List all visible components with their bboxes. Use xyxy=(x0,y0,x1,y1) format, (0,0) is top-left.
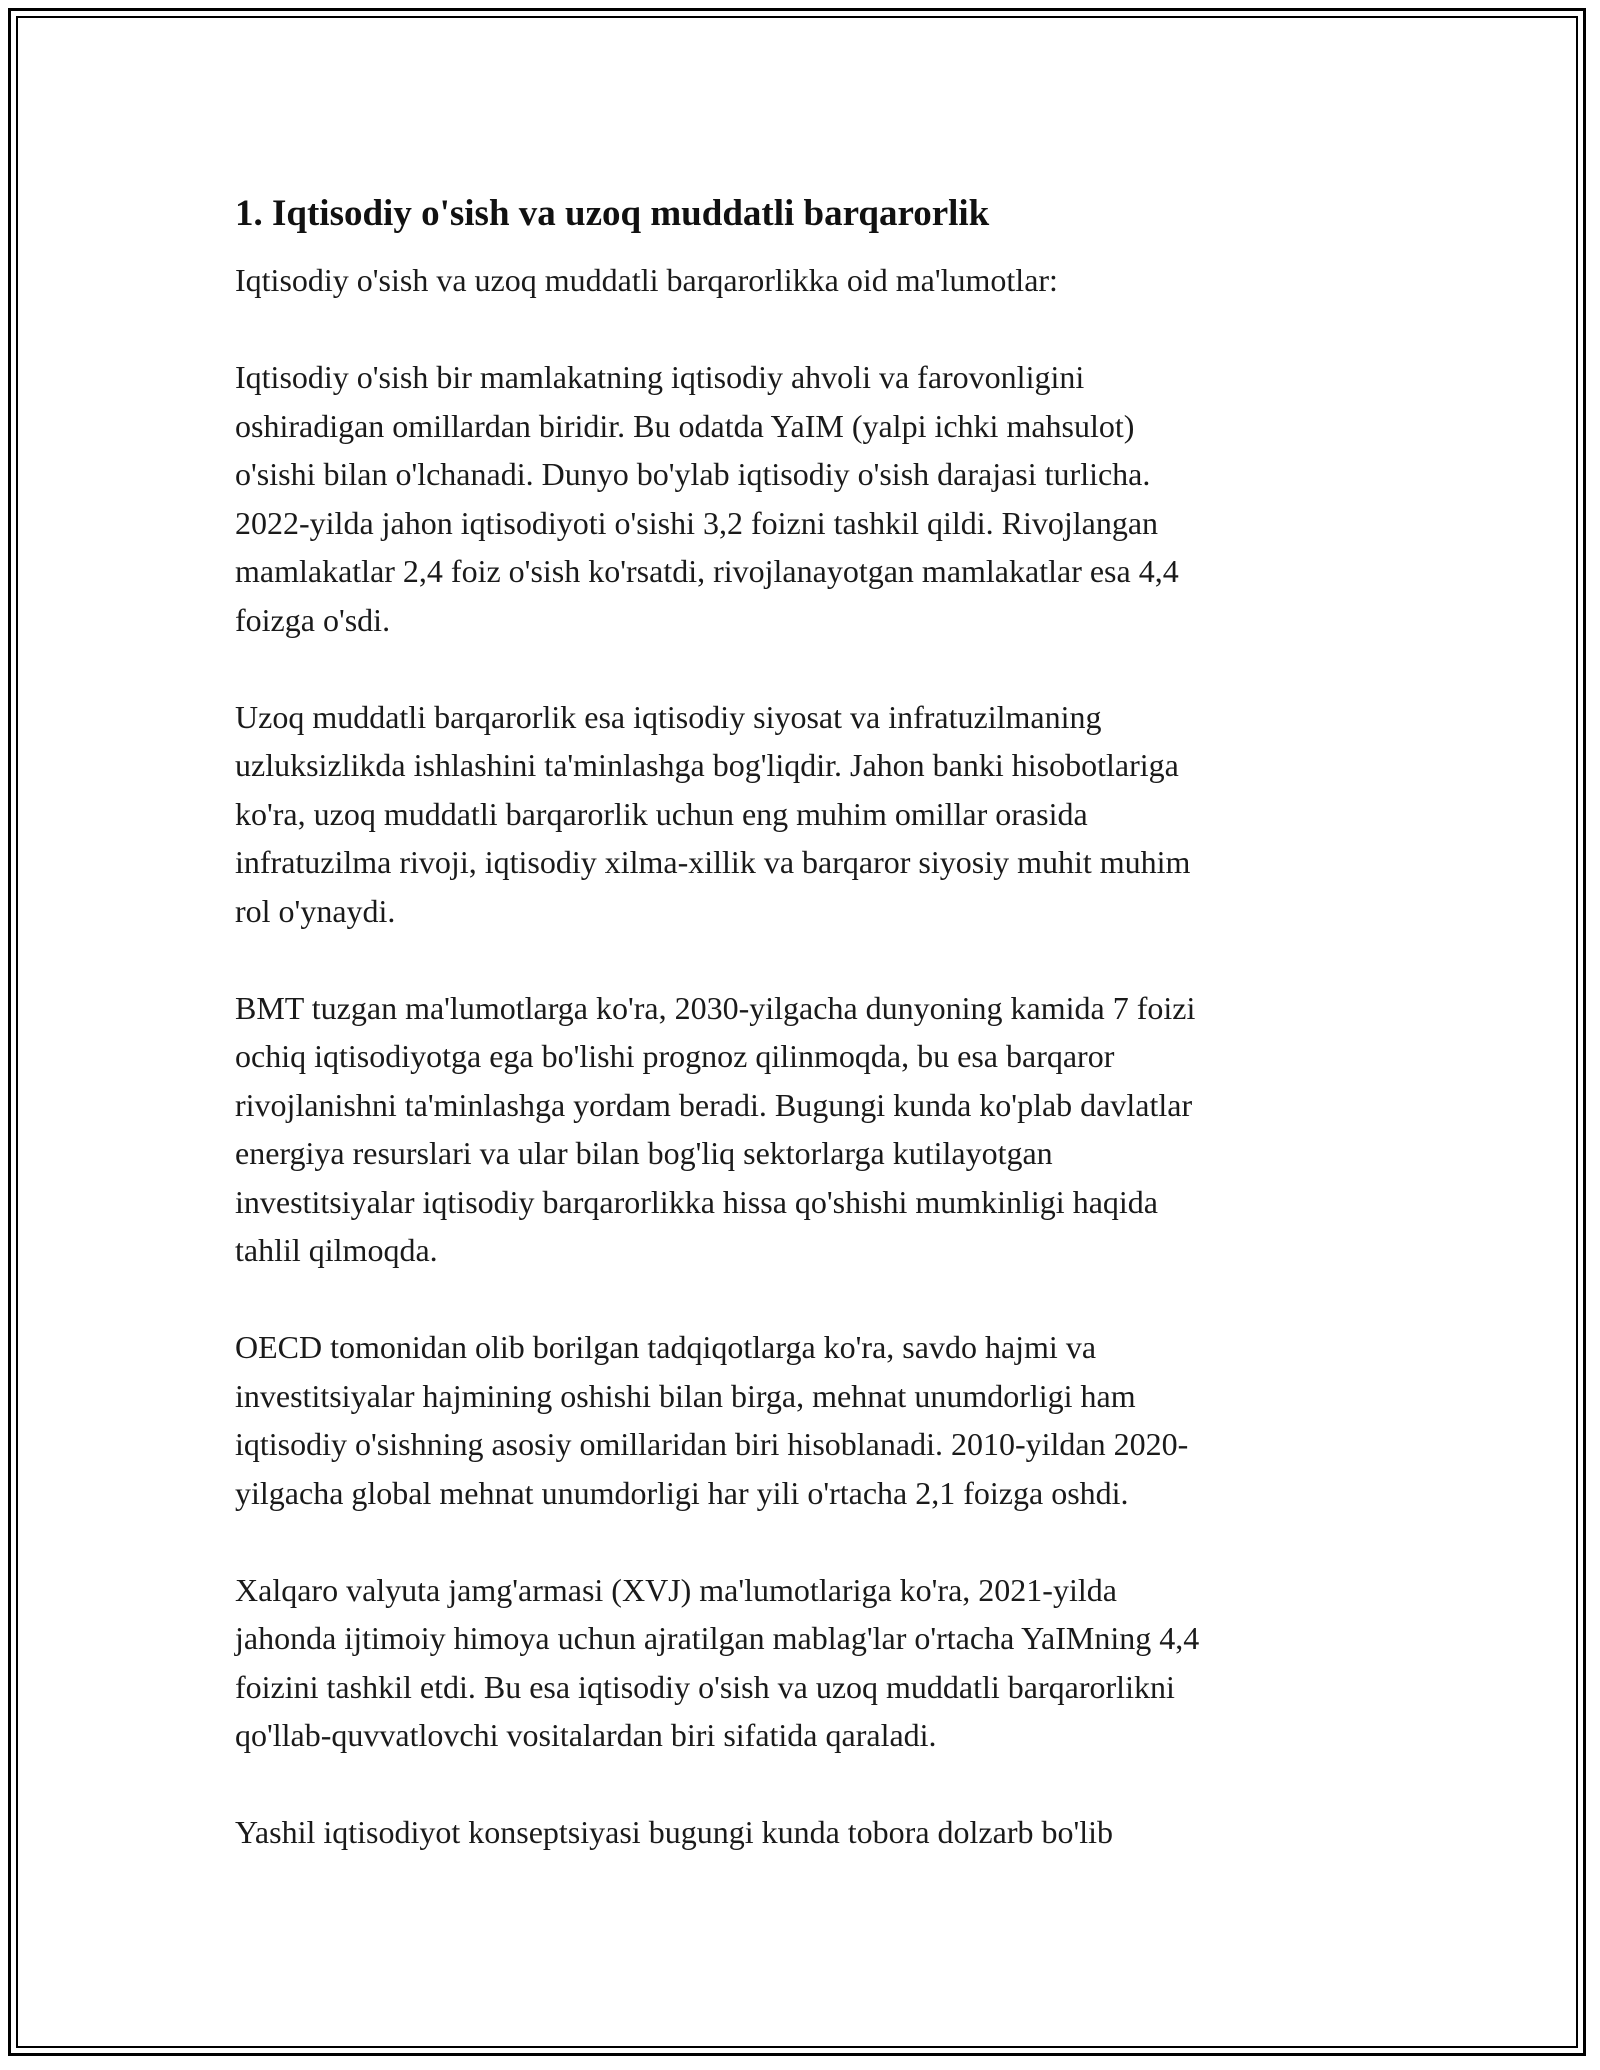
text-line: investitsiyalar hajmining oshishi bilan birga, mehnat unumdorligi ham xyxy=(235,1377,1136,1414)
paragraph-intro xyxy=(235,256,1365,305)
text-line: Xalqaro valyuta jamg'armasi (XVJ) ma'lumotlariga ko'ra, 2021-yilda xyxy=(235,1571,1117,1608)
text-line: o'sishi bilan o'lchanadi. Dunyo bo'ylab iqtisodiy o'sish darajasi turlicha. xyxy=(235,456,1151,492)
paragraph-imf xyxy=(235,1566,1365,1760)
paragraph-green-economy xyxy=(235,1808,1365,1857)
text-line: rol o'ynaydi. xyxy=(235,892,396,929)
text-line: oshiradigan omillardan biridir. Bu odatda YaIM (yalpi ichki mahsulot) xyxy=(235,407,1135,444)
text-line: energiya resurslari va ular bilan bog'liq sektorlarga kutilayotgan xyxy=(235,1135,1053,1171)
text-line: qo'llab-quvvatlovchi vositalardan biri sifatida qaraladi. xyxy=(235,1717,937,1753)
text-line: Uzoq muddatli barqarorlik esa iqtisodiy siyosat va infratuzilmaning xyxy=(235,698,1102,735)
text-line: Iqtisodiy o'sish va uzoq muddatli barqarorlikka oid ma'lumotlar: xyxy=(235,262,1058,298)
text-line: ko'ra, uzoq muddatli barqarorlik uchun eng muhim omillar orasida xyxy=(235,795,1088,832)
text-line: 2022-yilda jahon iqtisodiyoti o'sishi 3,2 foizni tashkil qildi. Rivojlangan xyxy=(235,504,1159,541)
text-line: iqtisodiy o'sishning asosiy omillaridan biri hisoblanadi. 2010-yildan 2020- xyxy=(235,1426,1189,1462)
text-line: Yashil iqtisodiyot konseptsiyasi bugungi kunda tobora dolzarb bo'lib xyxy=(235,1814,1114,1850)
text-line: foizini tashkil etdi. Bu esa iqtisodiy o'sish va uzoq muddatli barqarorlikni xyxy=(235,1668,1175,1705)
text-line: investitsiyalar iqtisodiy barqarorlikka hissa qo'shishi mumkinligi haqida xyxy=(235,1183,1158,1220)
paragraph-long-term-stability xyxy=(235,693,1365,936)
document-body xyxy=(235,186,1365,1905)
paragraph-oecd xyxy=(235,1323,1365,1517)
text-line: tahlil qilmoqda. xyxy=(235,1232,438,1268)
text-line: mamlakatlar 2,4 foiz o'sish ko'rsatdi, rivojlanayotgan mamlakatlar esa 4,4 xyxy=(235,553,1179,589)
text-line: BMT tuzgan ma'lumotlarga ko'ra, 2030-yilgacha dunyoning kamida 7 foizi xyxy=(235,989,1196,1026)
paragraph-economic-growth xyxy=(235,353,1365,644)
paragraph-un-data xyxy=(235,984,1365,1275)
section-title: 1. Iqtisodiy o'sish va uzoq muddatli barqarorlik xyxy=(235,193,990,234)
text-line: OECD tomonidan olib borilgan tadqiqotlarga ko'ra, savdo hajmi va xyxy=(235,1329,1097,1365)
text-line: foizga o'sdi. xyxy=(235,601,391,638)
text-line: yilgacha global mehnat unumdorligi har yili o'rtacha 2,1 foizga oshdi. xyxy=(235,1474,1129,1511)
text-line: infratuzilma rivoji, iqtisodiy xilma-xillik va barqaror siyosiy muhit muhim xyxy=(235,844,1191,880)
text-line: Iqtisodiy o'sish bir mamlakatning iqtisodiy ahvoli va farovonligini xyxy=(235,359,1085,395)
text-line: rivojlanishni ta'minlashga yordam beradi. Bugungi kunda ko'plab davlatlar xyxy=(235,1086,1193,1123)
text-line: jahonda ijtimoiy himoya uchun ajratilgan mablag'lar o'rtacha YaIMning 4,4 xyxy=(235,1620,1200,1656)
text-line: ochiq iqtisodiyotga ega bo'lishi prognoz qilinmoqda, bu esa barqaror xyxy=(235,1038,1115,1074)
text-line: uzluksizlikda ishlashini ta'minlashga bog'liqdir. Jahon banki hisobotlariga xyxy=(235,747,1179,783)
